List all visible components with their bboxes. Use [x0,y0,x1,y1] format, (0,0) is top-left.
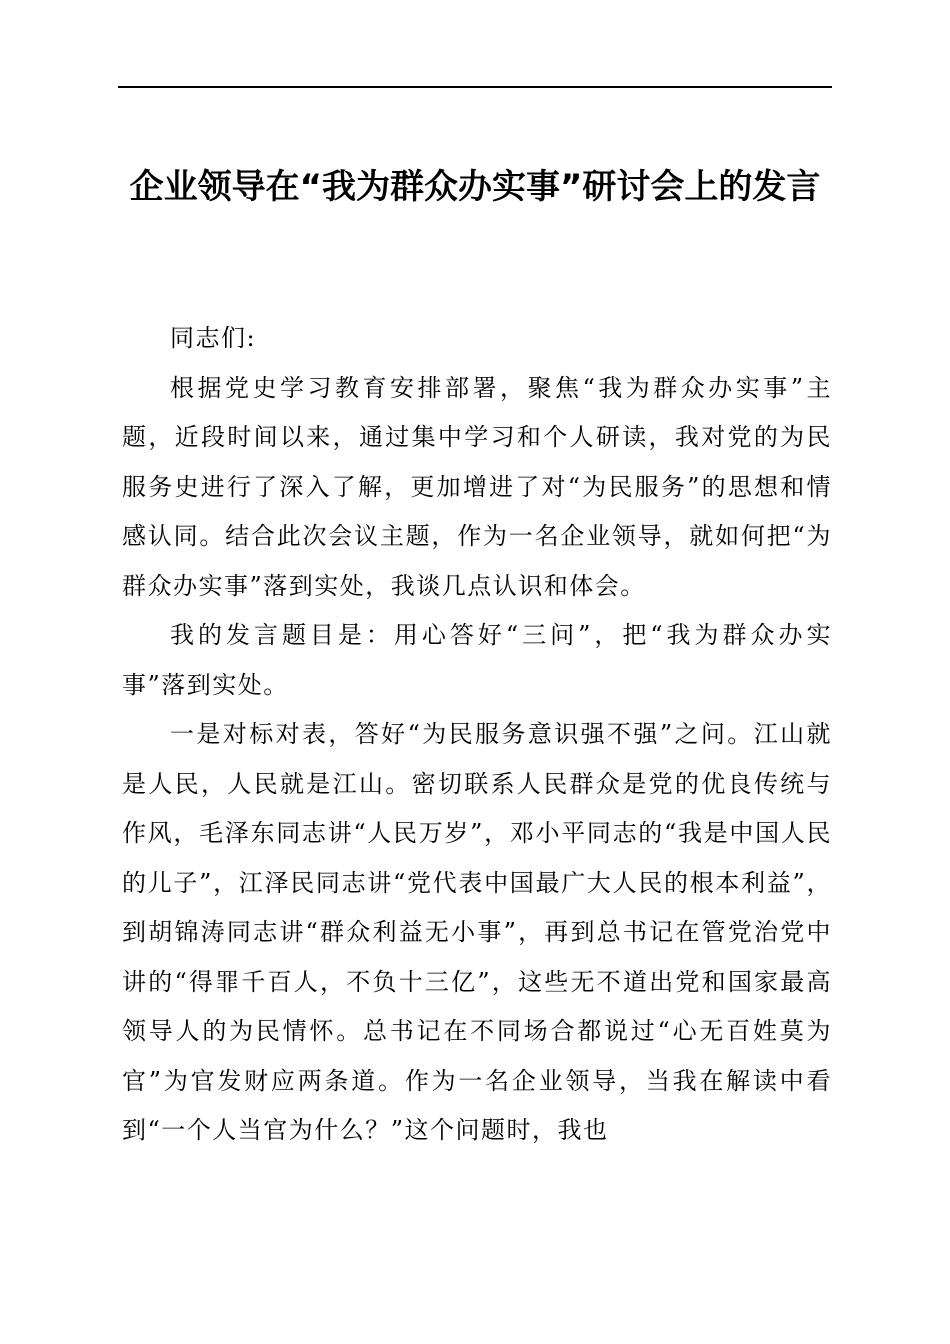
salutation: 同志们: [170,324,257,352]
paragraph-point-one: 一是对标对表，答好“为民服务意识强不强”之问。江山就是人民，人民就是江山。密切联系人民群众是党的优良传统与作风，毛泽东同志讲“人民万岁”，邓小平同志的“我是中国人民的儿子”，江泽民同志讲“党代表中国最广大人民的根本利益”，到胡锦涛同志讲“群众利益无小事”，再到总书记在管党治党中讲的“得罪千百人，不负十三亿”，这些无不道出党和国家最高领导人的为民情怀。总书记在不同场合都说过“心无百姓莫为官”为官发财应两条道。作为一名企业领导，当我在解读中看到“一个人当官为什么？”这个问题时，我也 [122,720,832,1144]
paragraph-topic: 我的发言题目是：用心答好“三问”，把“我为群众办实事”落到实处。 [122,621,832,699]
document-body [122,314,832,1156]
document-title: 企业领导在“我为群众办实事”研讨会上的发言 [129,167,821,207]
paragraph-intro: 根据党史学习教育安排部署，聚焦“我为群众办实事”主题，近段时间以来，通过集中学习和个人研读，我对党的为民服务史进行了深入了解，更加增进了对“为民服务”的思想和情感认同。结合此次会议主题，作为一名企业领导，就如何把“为群众办实事”落到实处，我谈几点认识和体会。 [122,373,832,600]
header-rule [118,86,832,88]
